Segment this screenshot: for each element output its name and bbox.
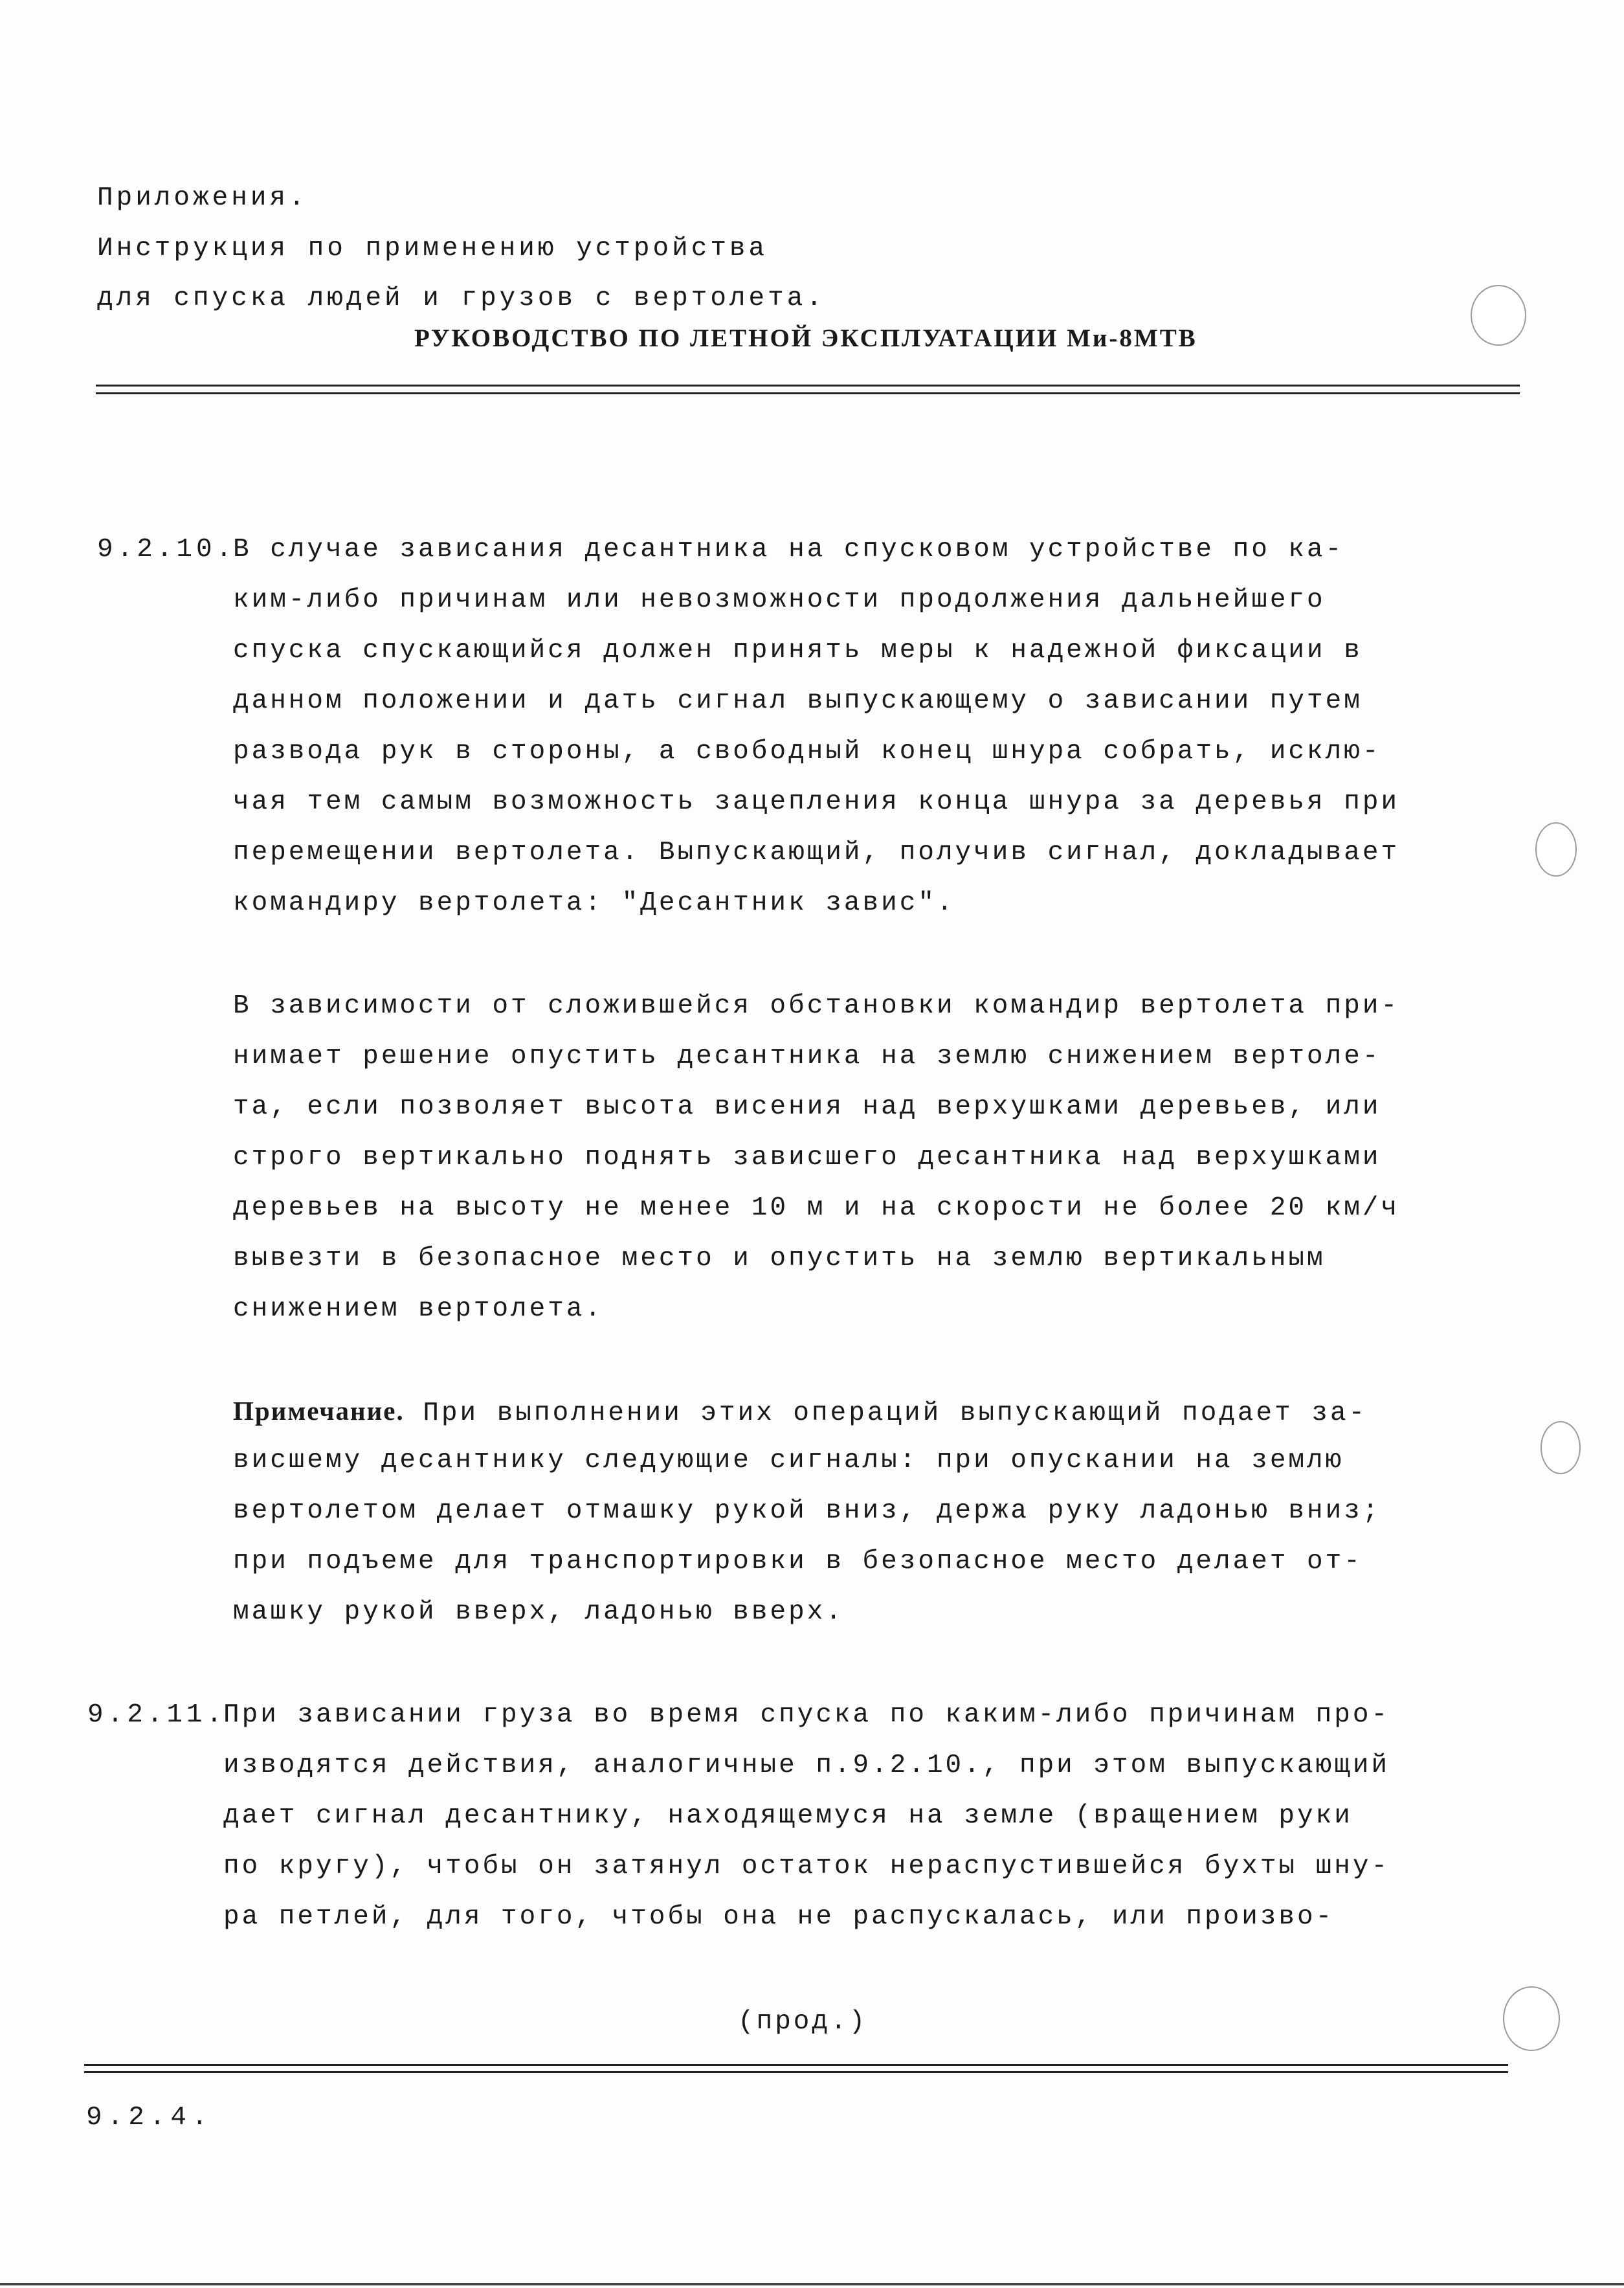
appendix-label: Приложения. — [97, 183, 308, 213]
text-line: данном положении и дать сигнал выпускающему о зависании путем — [233, 686, 1363, 716]
header-rule-upper — [96, 385, 1520, 387]
text-line: развода рук в стороны, а свободный конец шнура собрать, исклю- — [233, 737, 1381, 767]
text-line: В зависимости от сложившейся обстановки командир вертолета при- — [233, 991, 1400, 1021]
text-line: нимает решение опустить десантника на землю снижением вертоле- — [233, 1042, 1381, 1071]
scan-bottom-edge — [0, 2283, 1624, 2285]
text-line: висшему десантнику следующие сигналы: при опускании на землю — [233, 1446, 1344, 1475]
header-rule-lower — [96, 392, 1520, 394]
note-first-line — [233, 1395, 1367, 1428]
instruction-title-line-2: для спуска людей и грузов с вертолета. — [97, 284, 825, 313]
instruction-title-line-1: Инструкция по применению устройства — [97, 234, 768, 264]
text-line: при подъеме для транспортировки в безопасное место делает от- — [233, 1547, 1363, 1576]
text-line: ким-либо причинам или невозможности продолжения дальнейшего — [233, 585, 1326, 615]
page-number: 9.2.4. — [86, 2103, 213, 2133]
text-line: ра петлей, для того, чтобы она не распускалась, или произво- — [223, 1902, 1335, 1932]
text-line: та, если позволяет высота висения над верхушками деревьев, или — [233, 1092, 1381, 1122]
continued-marker: (прод.) — [738, 2007, 868, 2037]
text-line: строго вертикально поднять зависшего десантника над верхушками — [233, 1143, 1381, 1172]
punch-hole-icon — [1503, 1986, 1560, 2051]
text-line: деревьев на высоту не менее 10 м и на скорости не более 20 км/ч — [233, 1193, 1400, 1223]
text-line: чая тем самым возможность зацепления конца шнура за деревья при — [233, 787, 1400, 817]
text-line: перемещении вертолета. Выпускающий, получив сигнал, докладывает — [233, 838, 1400, 868]
punch-hole-icon — [1541, 1421, 1581, 1474]
text-line: спуска спускающийся должен принять меры к надежной фиксации в — [233, 636, 1363, 666]
text-line: командиру вертолета: "Десантник завис". — [233, 888, 955, 918]
text-line: по кругу), чтобы он затянул остаток нераспустившейся бухты шну- — [223, 1852, 1390, 1881]
footer-rule-upper — [84, 2064, 1508, 2066]
text-line: При зависании груза во время спуска по каким-либо причинам про- — [223, 1700, 1390, 1730]
text-line: дает сигнал десантнику, находящемуся на земле (вращением руки — [223, 1801, 1353, 1831]
text-line: изводятся действия, аналогичные п.9.2.10., при этом выпускающий — [223, 1751, 1390, 1780]
text-line: вывезти в безопасное место и опустить на землю вертикальным — [233, 1244, 1326, 1273]
section-number-9-2-11: 9.2.11. — [87, 1700, 227, 1730]
note-first-line-text: При выполнении этих операций выпускающий подает за- — [404, 1398, 1368, 1428]
punch-hole-icon — [1535, 822, 1577, 877]
section-number-9-2-10: 9.2.10. — [97, 535, 236, 565]
text-line: машку рукой вверх, ладонью вверх. — [233, 1597, 844, 1627]
text-line: вертолетом делает отмашку рукой вниз, держа руку ладонью вниз; — [233, 1496, 1381, 1526]
punch-hole-icon — [1471, 285, 1526, 346]
text-line: снижением вертолета. — [233, 1294, 604, 1324]
footer-rule-lower — [84, 2071, 1508, 2073]
text-line: В случае зависания десантника на спусковом устройстве по ка- — [233, 535, 1344, 565]
manual-title: РУКОВОДСТВО ПО ЛЕТНОЙ ЭКСПЛУАТАЦИИ Ми-8МТВ — [414, 324, 1197, 352]
note-label: Примечание. — [233, 1396, 405, 1426]
